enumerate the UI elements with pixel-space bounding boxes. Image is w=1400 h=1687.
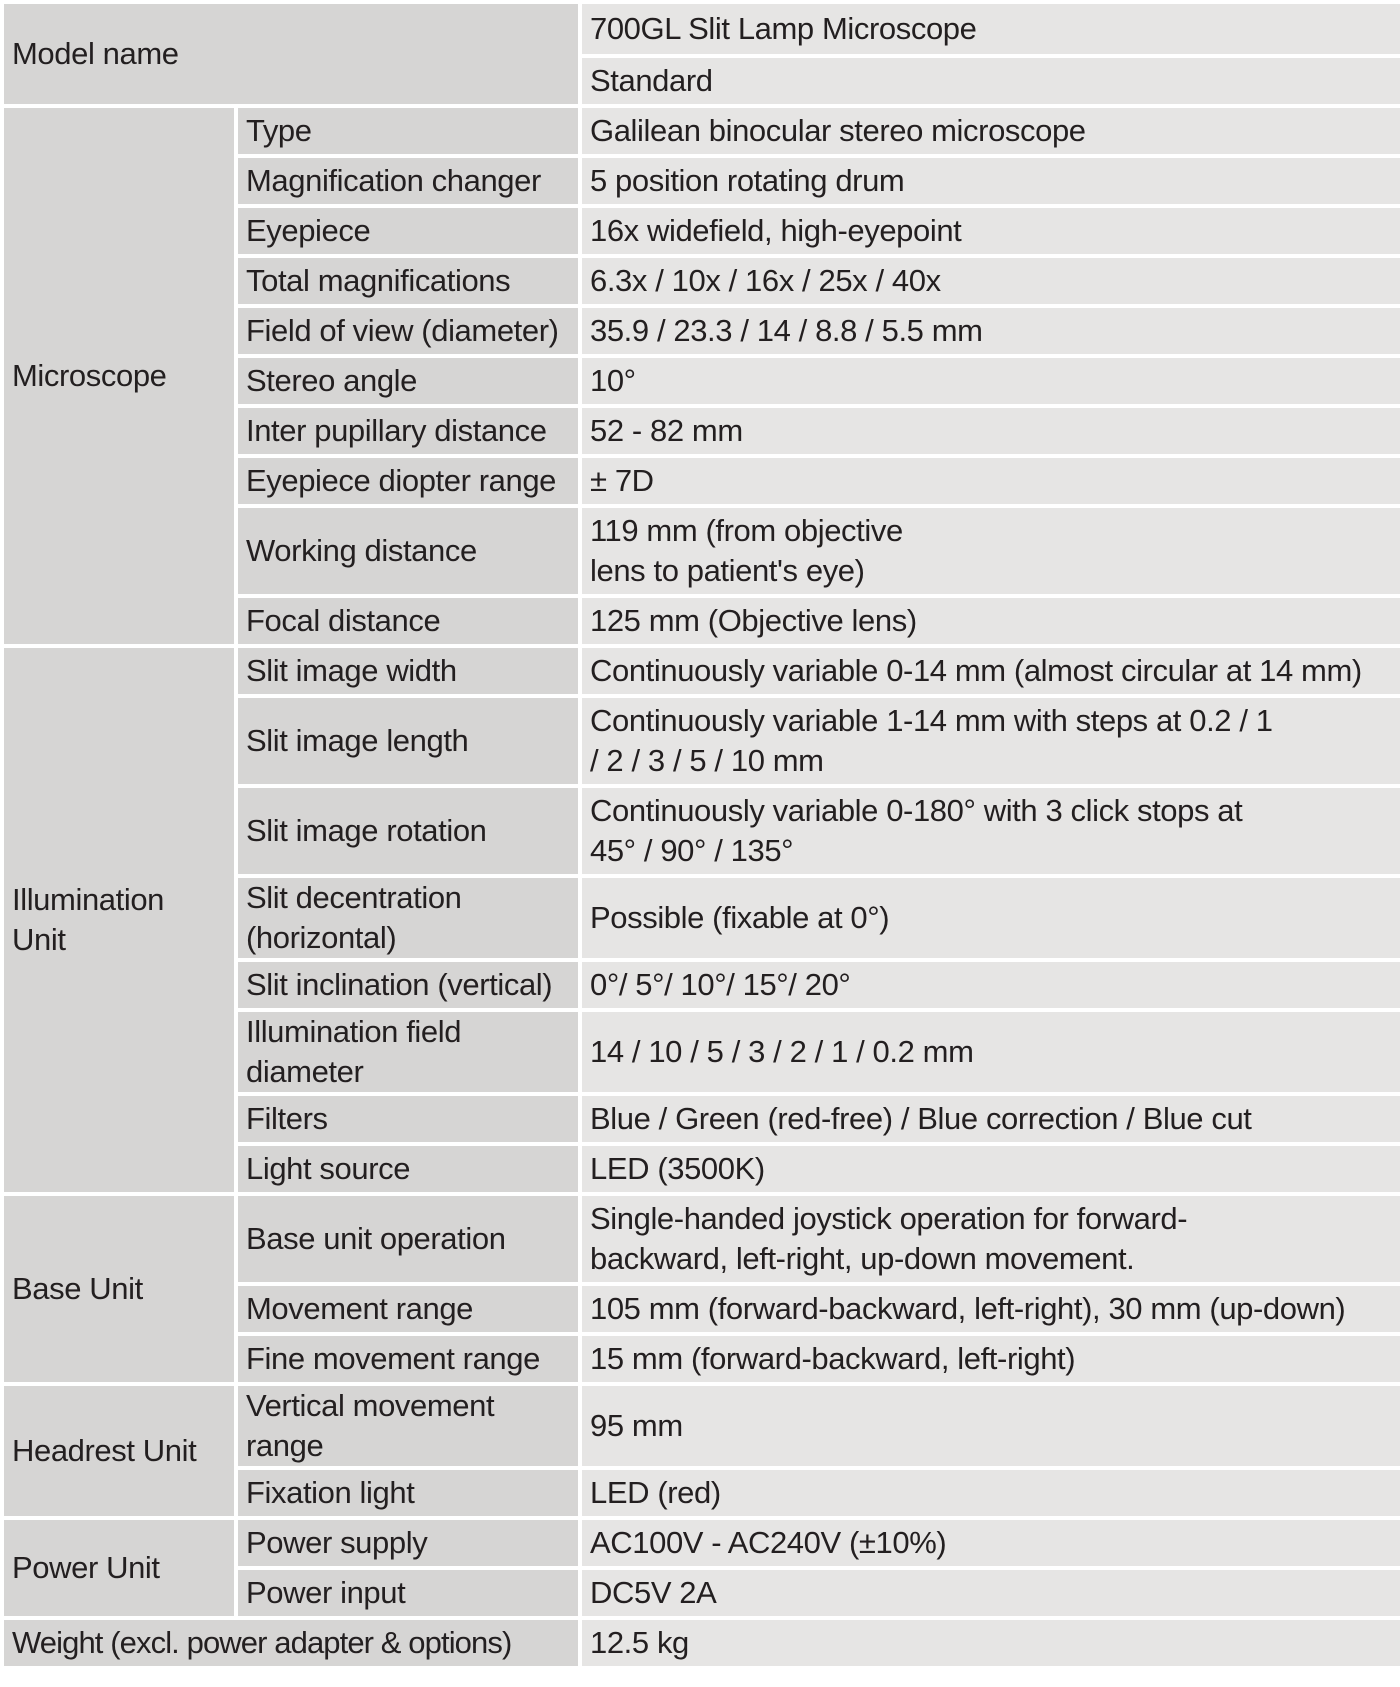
row-label: Slit inclination (vertical) <box>238 962 578 1008</box>
model-name-value: 700GL Slit Lamp Microscope <box>582 4 1400 54</box>
row-label: Movement range <box>238 1286 578 1332</box>
row-value: Possible (fixable at 0°) <box>582 878 1400 958</box>
category-label-line: Unit <box>12 922 66 957</box>
row-label: Stereo angle <box>238 358 578 404</box>
category-label-line: Illumination <box>12 882 165 917</box>
row-value: Galilean binocular stereo microscope <box>582 108 1400 154</box>
row-value: LED (3500K) <box>582 1146 1400 1192</box>
row-label: Base unit operation <box>238 1196 578 1282</box>
row-value: 15 mm (forward-backward, left-right) <box>582 1336 1400 1382</box>
row-label: Total magnifications <box>238 258 578 304</box>
row-value <box>582 1196 1400 1282</box>
row-label: Fixation light <box>238 1470 578 1516</box>
row-value: 5 position rotating drum <box>582 158 1400 204</box>
value-line: Continuously variable 0-180° with 3 click stops at <box>590 793 1243 828</box>
row-value: AC100V - AC240V (±10%) <box>582 1520 1400 1566</box>
value-line: Continuously variable 1-14 mm with steps at 0.2 / 1 <box>590 703 1273 738</box>
row-value: 52 - 82 mm <box>582 408 1400 454</box>
row-label: Eyepiece <box>238 208 578 254</box>
row-value: DC5V 2A <box>582 1570 1400 1616</box>
row-value <box>582 698 1400 784</box>
model-name-label: Model name <box>4 4 578 104</box>
row-label: Slit decentration (horizontal) <box>238 878 578 958</box>
row-value: 16x widefield, high-eyepoint <box>582 208 1400 254</box>
table-row <box>4 4 1400 54</box>
row-label: Inter pupillary distance <box>238 408 578 454</box>
category-headrest-unit: Headrest Unit <box>4 1386 234 1516</box>
row-value: 95 mm <box>582 1386 1400 1466</box>
model-variant-value: Standard <box>582 58 1400 104</box>
row-value: Continuously variable 0-14 mm (almost circular at 14 mm) <box>582 648 1400 694</box>
value-line: / 2 / 3 / 5 / 10 mm <box>590 743 824 778</box>
category-power-unit: Power Unit <box>4 1520 234 1616</box>
row-label: Eyepiece diopter range <box>238 458 578 504</box>
row-label: Power input <box>238 1570 578 1616</box>
row-label: Illumination field diameter <box>238 1012 578 1092</box>
row-label: Slit image width <box>238 648 578 694</box>
weight-value: 12.5 kg <box>582 1620 1400 1666</box>
table-row <box>4 1386 1400 1466</box>
row-label: Fine movement range <box>238 1336 578 1382</box>
row-label: Power supply <box>238 1520 578 1566</box>
row-label: Focal distance <box>238 598 578 644</box>
row-value: 6.3x / 10x / 16x / 25x / 40x <box>582 258 1400 304</box>
value-line: Single-handed joystick operation for forward- <box>590 1201 1188 1236</box>
value-line: backward, left-right, up-down movement. <box>590 1241 1135 1276</box>
table-row <box>4 108 1400 154</box>
category-microscope: Microscope <box>4 108 234 644</box>
row-value: ± 7D <box>582 458 1400 504</box>
table-row <box>4 1196 1400 1282</box>
row-label: Vertical movement range <box>238 1386 578 1466</box>
table-row <box>4 1520 1400 1566</box>
row-value: 105 mm (forward-backward, left-right), 30 mm (up-down) <box>582 1286 1400 1332</box>
row-value: 0°/ 5°/ 10°/ 15°/ 20° <box>582 962 1400 1008</box>
row-value: Blue / Green (red-free) / Blue correction / Blue cut <box>582 1096 1400 1142</box>
row-label: Working distance <box>238 508 578 594</box>
row-label: Field of view (diameter) <box>238 308 578 354</box>
value-line: 119 mm (from objective <box>590 513 903 548</box>
row-label: Slit image rotation <box>238 788 578 874</box>
row-label: Type <box>238 108 578 154</box>
row-label: Light source <box>238 1146 578 1192</box>
row-value <box>582 788 1400 874</box>
row-value: LED (red) <box>582 1470 1400 1516</box>
row-value <box>582 508 1400 594</box>
row-label: Slit image length <box>238 698 578 784</box>
row-value: 125 mm (Objective lens) <box>582 598 1400 644</box>
row-value: 10° <box>582 358 1400 404</box>
value-line: 45° / 90° / 135° <box>590 833 794 868</box>
table-row <box>4 648 1400 694</box>
row-value: 14 / 10 / 5 / 3 / 2 / 1 / 0.2 mm <box>582 1012 1400 1092</box>
category-base-unit: Base Unit <box>4 1196 234 1382</box>
row-value: 35.9 / 23.3 / 14 / 8.8 / 5.5 mm <box>582 308 1400 354</box>
table-row <box>4 1620 1400 1666</box>
row-label: Magnification changer <box>238 158 578 204</box>
row-label: Filters <box>238 1096 578 1142</box>
category-illumination-unit <box>4 648 234 1192</box>
weight-label: Weight (excl. power adapter & options) <box>4 1620 578 1666</box>
value-line: lens to patient's eye) <box>590 553 865 588</box>
